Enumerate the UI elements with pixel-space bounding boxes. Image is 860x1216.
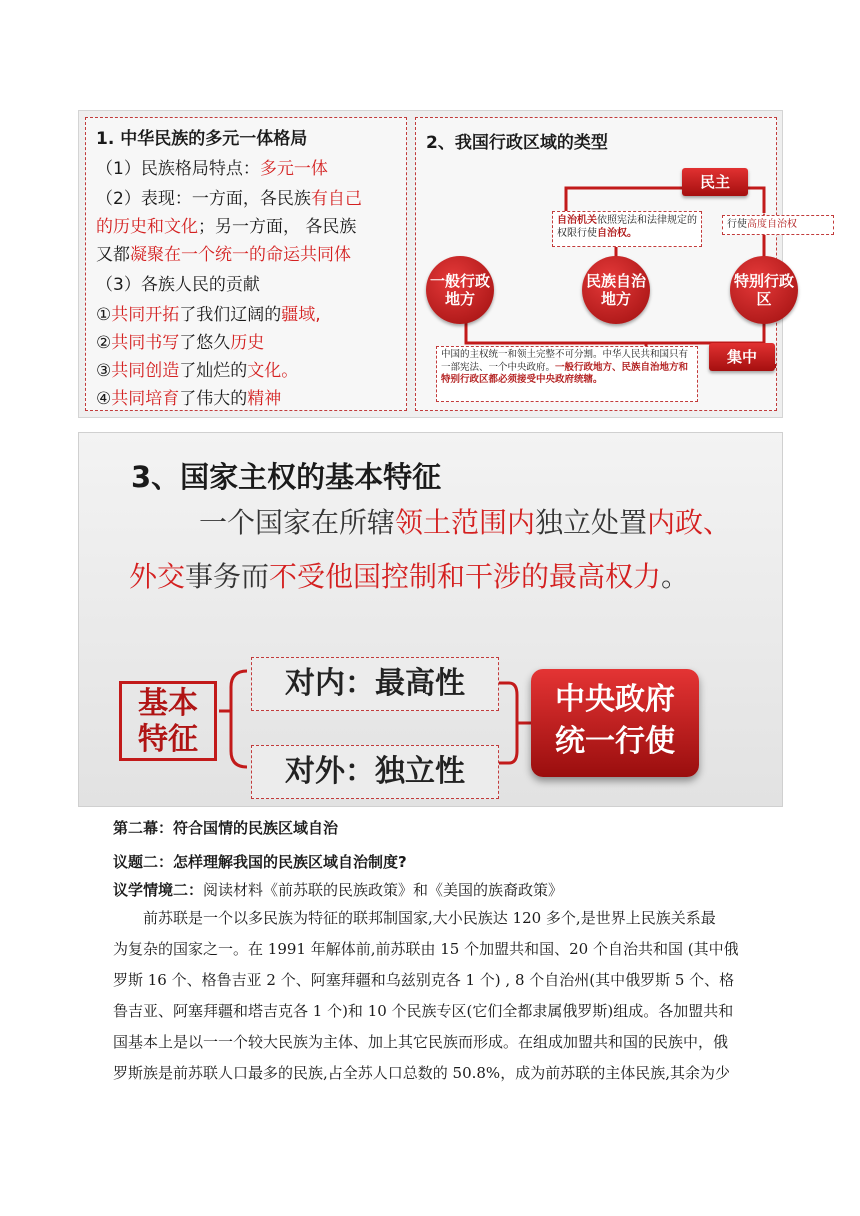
panel-title: 1. 中华民族的多元一体格局 (96, 129, 308, 149)
contribution-item-3: ③共同创造了灿烂的文化。 (96, 361, 299, 381)
definition-line-2: 外交事务而不受他国控制和干涉的最高权力。 (129, 560, 690, 593)
diagram-image-national-pattern (78, 110, 797, 418)
scene-line: 议学情境二：阅读材料《前苏联的民族政策》和《美国的族裔政策》 (113, 881, 564, 899)
paragraph-line: 前苏联是一个以多民族为特征的联邦制国家,大小民族达 120 多个,是世界上民族关系最 (143, 909, 716, 927)
paragraph-line: 鲁吉亚、阿塞拜疆和塔吉克各 1 个)和 10 个民族专区(它们全都隶属俄罗斯)组成。各加盟共和 (113, 1002, 734, 1020)
line-minzhu-left (566, 188, 686, 213)
paragraph-line: 国基本上是以一一个较大民族为主体、加上其它民族而形成。在组成加盟共和国的民族中，俄 (113, 1033, 729, 1051)
expression-line-1: （2）表现：一方面，各民族有自己 (96, 189, 362, 209)
slide-sovereignty-features (78, 432, 783, 807)
expression-line-3: 又都凝聚在一个统一的命运共同体 (96, 245, 351, 265)
general-admin-circle: 一般行政地方 (426, 256, 494, 324)
topic-heading: 议题二：怎样理解我国的民族区域自治制度? (113, 853, 407, 871)
definition-line-1: 一个国家在所辖领土范围内独立处置内政、 (199, 506, 732, 539)
internal-supremacy-tag: 对内：最高性 (251, 657, 499, 711)
paragraph-line: 罗斯 16 个、格鲁吉亚 2 个、阿塞拜疆和乌兹别克各 1 个) , 8 个自治州(其中俄罗斯 5 个、格 (113, 971, 735, 989)
minzhu-badge: 民主 (682, 168, 748, 196)
paragraph-line: 为复杂的国家之一。在 1991 年解体前,前苏联由 15 个加盟共和国、20 个自治共和国 (其中俄 (113, 940, 739, 958)
external-independence-tag: 对外：独立性 (251, 745, 499, 799)
contribution-heading: （3）各族人民的贡献 (96, 275, 260, 295)
basic-features-box: 基本特征 (119, 681, 217, 761)
panel-national-pattern (85, 117, 407, 411)
contribution-item-2: ②共同书写了悠久历史 (96, 333, 265, 353)
autonomy-organ-note: 自治机关依照宪法和法律规定的权限行使自治权。 (552, 211, 702, 247)
act-heading: 第二幕：符合国情的民族区域自治 (113, 819, 339, 837)
slide-title: 3、国家主权的基本特征 (131, 460, 442, 494)
paragraph-line: 罗斯族是前苏联人口最多的民族,占全苏人口总数的 50.8%，成为前苏联的主体民族,其余为少 (113, 1064, 730, 1082)
contribution-item-1: ①共同开拓了我们辽阔的疆域, (96, 305, 321, 325)
jizhong-badge: 集中 (709, 343, 775, 371)
pattern-feature-line: （1）民族格局特点：多元一体 (96, 159, 328, 179)
unity-note: 中国的主权统一和领土完整不可分割。中华人民共和国只有一部宪法、一个中央政府。一般行政地方、民族自治地方和特别行政区都必须接受中央政府统辖。 (436, 346, 698, 402)
ethnic-autonomy-circle: 民族自治地方 (582, 256, 650, 324)
body-paragraph (113, 903, 783, 1089)
sar-circle: 特别行政区 (730, 256, 798, 324)
panel-title: 2、我国行政区域的类型 (426, 133, 608, 153)
central-government-box: 中央政府统一行使 (531, 669, 699, 777)
expression-line-2: 的历史和文化；另一方面， 各民族 (96, 217, 357, 237)
contribution-item-4: ④共同培育了伟大的精神 (96, 389, 282, 409)
high-autonomy-note: 行使高度自治权 (722, 215, 834, 235)
